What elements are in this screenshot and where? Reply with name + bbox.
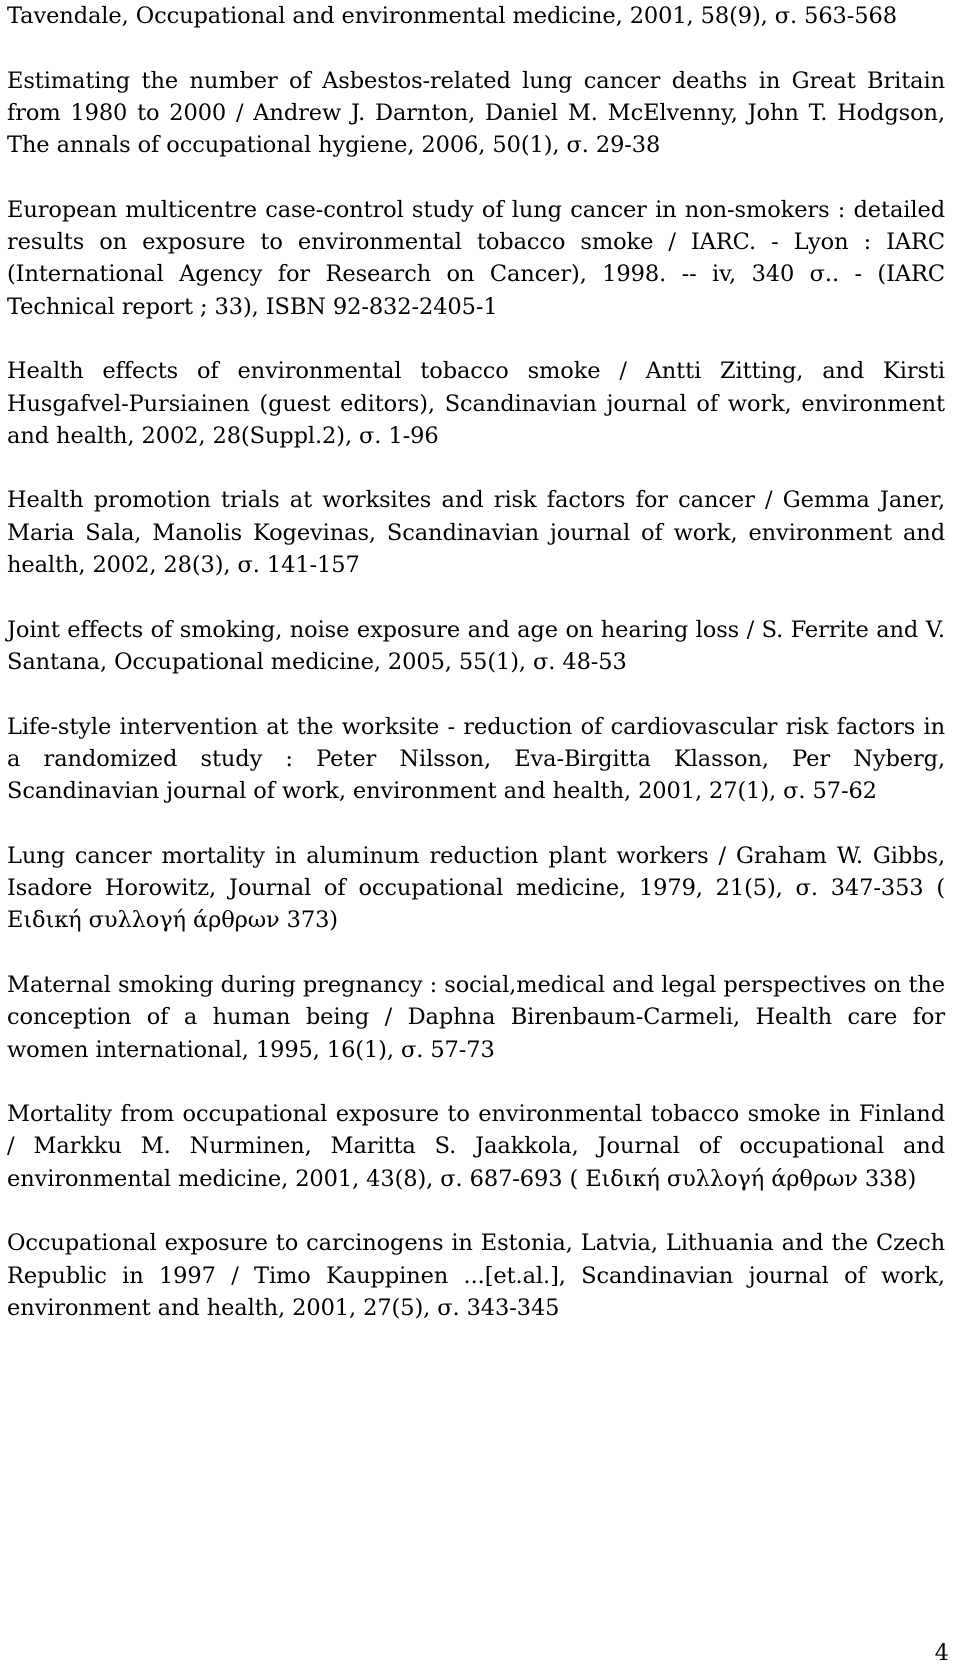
page-number: 4	[934, 1640, 949, 1666]
bibliography-entry: European multicentre case-control study of lung cancer in non-smokers : detailed results on exposure to environmental tobacco smoke / IARC. - Lyon : IARC (International Agency for Research on Cancer), 1998. -- iv, 340 σ.. - (IARC Technical report ; 33), ISBN 92-832-2405-1	[7, 196, 945, 320]
bibliography-entry: Health promotion trials at worksites and risk factors for cancer / Gemma Janer, Maria Sala, Manolis Kogevinas, Scandinavian journal of work, environment and health, 2002, 28(3), σ. 141-157	[7, 487, 945, 579]
bibliography-entry: Maternal smoking during pregnancy : social,medical and legal perspectives on the conception of a human being / Daphna Birenbaum-Carmeli, Health care for women international, 1995, 16(1), σ. 57-73	[7, 971, 945, 1063]
bibliography-entry: Occupational exposure to carcinogens in Estonia, Latvia, Lithuania and the Czech Republic in 1997 / Timo Kauppinen ...[et.al.], Scandinavian journal of work, environment and health, 2001, 27(5), σ. 343-345	[7, 1230, 945, 1321]
bibliography-entry: Mortality from occupational exposure to environmental tobacco smoke in Finland / Markku M. Nurminen, Maritta S. Jaakkola, Journal of occupational and environmental medicine, 2001, 43(8), σ. 687-693 ( Ειδική συλλογή άρθρων 338)	[7, 1101, 945, 1192]
bibliography-entry: Joint effects of smoking, noise exposure and age on hearing loss / S. Ferrite and V. Santana, Occupational medicine, 2005, 55(1), σ. 48-53	[7, 616, 945, 675]
bibliography-entry: Health effects of environmental tobacco smoke / Antti Zitting, and Kirsti Husgafvel-Pursiainen (guest editors), Scandinavian journal of work, environment and health, 2002, 28(Suppl.2), σ. 1-96	[7, 358, 945, 449]
bibliography-entry: Lung cancer mortality in aluminum reduction plant workers / Graham W. Gibbs, Isadore Horowitz, Journal of occupational medicine, 1979, 21(5), σ. 347-353 ( Ειδική συλλογή άρθρων 373)	[7, 842, 945, 934]
bibliography-entry: Estimating the number of Asbestos-related lung cancer deaths in Great Britain from 1980 to 2000 / Andrew J. Darnton, Daniel M. McElvenny, John T. Hodgson, The annals of occupational hygiene, 2006, 50(1), σ. 29-38	[7, 67, 945, 159]
bibliography-entry: Life-style intervention at the worksite - reduction of cardiovascular risk factors in a randomized study : Peter Nilsson, Eva-Birgitta Klasson, Per Nyberg, Scandinavian journal of work, environment and health, 2001, 27(1), σ. 57-62	[7, 713, 945, 805]
bibliography-entry: Tavendale, Occupational and environmental medicine, 2001, 58(9), σ. 563-568	[7, 3, 897, 29]
bibliography-list	[7, 0, 945, 1324]
